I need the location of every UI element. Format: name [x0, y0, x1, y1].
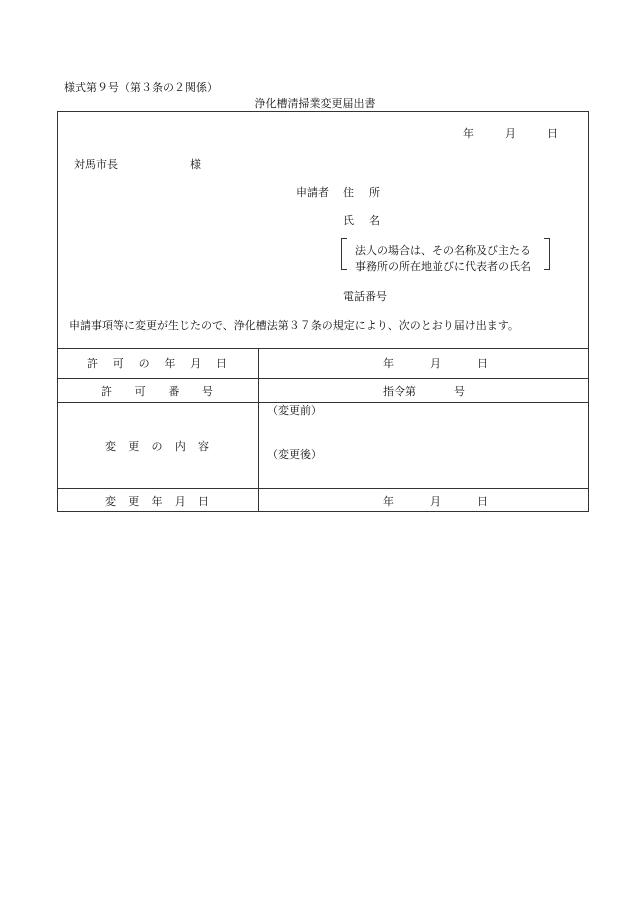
corporate-note-line: 事務所の所在地並びに代表者の氏名: [355, 260, 531, 273]
change-content-label: [57, 438, 257, 454]
year-label: 年: [463, 127, 474, 140]
permit-date-label: [57, 355, 257, 371]
submission-date: [463, 125, 558, 141]
name-char: 氏: [343, 214, 354, 227]
label-char: 許: [101, 385, 112, 398]
label-char: 可: [134, 385, 146, 398]
corporate-note-line: 法人の場合は、その名称及び主たる: [355, 244, 531, 257]
address-char: 住: [343, 186, 354, 199]
permit-number-value: [383, 383, 465, 399]
label-char: の: [151, 440, 163, 453]
label-char: 年: [164, 357, 176, 370]
form-reference: 様式第９号（第３条の２関係）: [64, 81, 218, 94]
before-change-label: （変更前）: [267, 404, 322, 417]
left-bracket: [341, 238, 347, 270]
month-label: 月: [430, 357, 441, 370]
table-divider: [58, 488, 588, 489]
address-label: [343, 184, 380, 200]
day-label: 日: [477, 495, 488, 508]
name-char: 名: [369, 214, 380, 227]
table-column-divider: [258, 348, 259, 511]
month-label: 月: [505, 127, 516, 140]
label-char: 更: [128, 495, 140, 508]
applicant-label: 申請者: [296, 186, 329, 199]
day-label: 日: [477, 357, 488, 370]
change-date-label: [57, 493, 257, 509]
label-char: の: [138, 357, 150, 370]
address-char: 所: [369, 186, 380, 199]
change-date-value: [383, 493, 488, 509]
label-char: 日: [198, 495, 209, 508]
permit-number-prefix: 指令第: [383, 385, 416, 398]
table-divider: [58, 402, 588, 403]
label-char: 容: [198, 440, 209, 453]
label-char: 変: [105, 495, 116, 508]
label-char: 変: [105, 440, 116, 453]
label-char: 可: [112, 357, 124, 370]
day-label: 日: [547, 127, 558, 140]
year-label: 年: [383, 495, 394, 508]
name-label: [343, 212, 380, 228]
permit-number-label: [57, 383, 257, 399]
table-divider: [58, 378, 588, 379]
label-char: 日: [215, 357, 227, 370]
after-change-label: （変更後）: [267, 448, 322, 461]
statement-text: 申請事項等に変更が生じたので、浄化槽法第３７条の規定により、次のとおり届け出ます。: [69, 319, 519, 332]
addressee-name: 対馬市長: [74, 158, 118, 171]
addressee-honorific: 様: [190, 158, 201, 171]
table-divider: [58, 348, 588, 349]
label-char: 月: [190, 357, 202, 370]
permit-number-suffix: 号: [454, 385, 465, 398]
label-char: 年: [151, 495, 163, 508]
month-label: 月: [430, 495, 441, 508]
year-label: 年: [383, 357, 394, 370]
permit-date-value: [383, 355, 488, 371]
label-char: 内: [174, 440, 186, 453]
label-char: 月: [174, 495, 186, 508]
label-char: 許: [87, 357, 98, 370]
right-bracket: [544, 238, 550, 270]
phone-label: 電話番号: [343, 290, 387, 303]
document-title: 浄化槽清掃業変更届出書: [254, 97, 376, 110]
label-char: 番: [168, 385, 180, 398]
label-char: 号: [201, 385, 213, 398]
label-char: 更: [128, 440, 140, 453]
